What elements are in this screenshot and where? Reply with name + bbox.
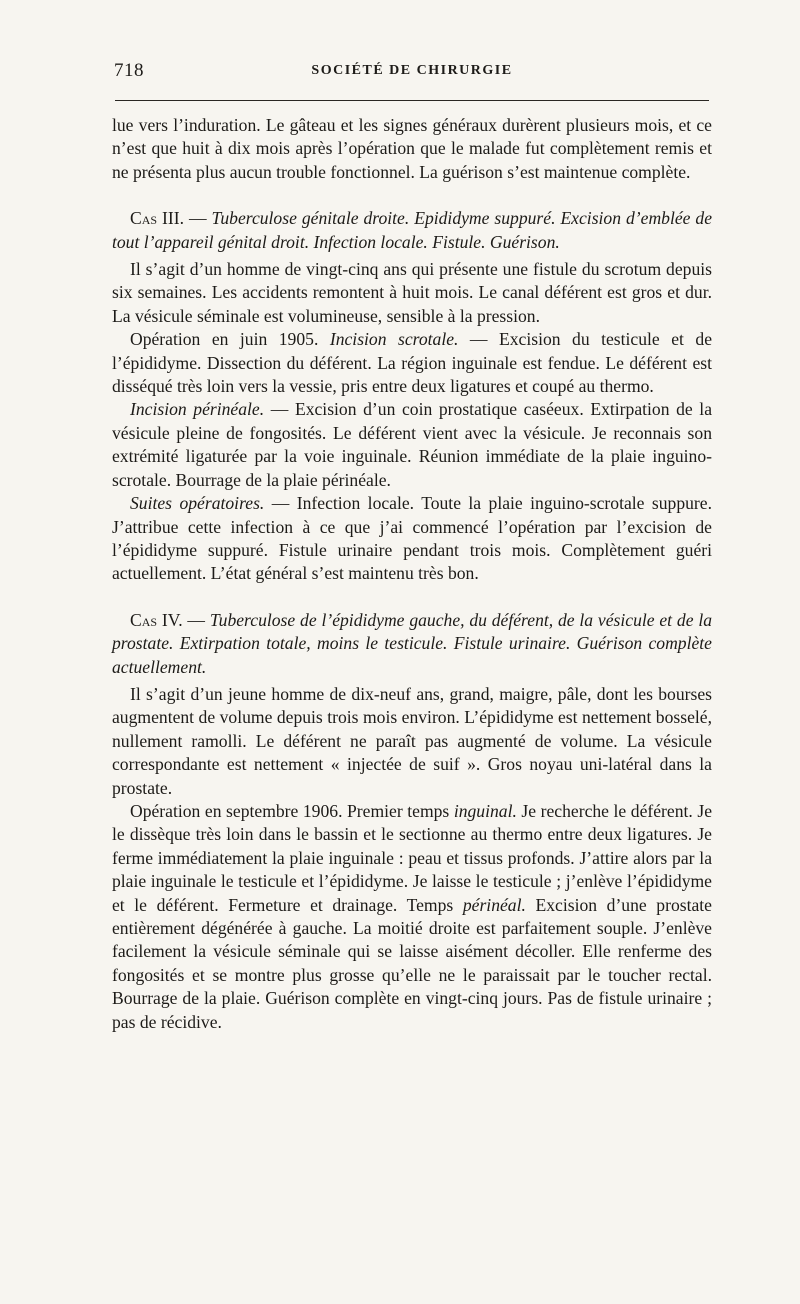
running-head: SOCIÉTÉ DE CHIRURGIE [311,63,513,78]
case-4-heading: Cas IV. — Tuberculose de l’épididyme gauche, du déférent, de la vésicule et de la prostate. Extirpation totale, moins le testicule. Fistule urinaire. Guérison complète actuellement. [112,609,713,677]
page-number: 718 [114,60,144,81]
case-4-paragraph-1: Il s’agit d’un jeune homme de dix-neuf ans, grand, maigre, pâle, dont les bourses augmentent de volume depuis trois mois environ. L’épididyme est nettement bosselé, nullement ramolli. Le déférent ne paraît pas augmenté de volume. La vésicule correspondante est nettement « injectée de suif ». Gros noyau uni-latéral dans la prostate. [112,683,712,798]
paragraph-continuation: lue vers l’induration. Le gâteau et les signes généraux durèrent plusieurs mois, et ce n’est que huit à dix mois après l’opération que le malade fut complètement remis et ne présenta plus aucun trouble fonctionnel. La guérison s’est maintenue complète. [112,115,712,182]
case-4-label: Cas IV. [130,609,183,630]
case-3-title: Tuberculose génitale droite. Epididyme suppuré. Excision d’emblée de tout l’appareil génital droit. Infection locale. Fistule. Guérison. [112,208,713,252]
page-header [112,60,712,84]
case-3-paragraph-3: Incision périnéale. — Excision d’un coin prostatique caséeux. Extirpation de la vésicule pleine de fongosités. Le déférent vient avec la vésicule. Je reconnais son extrémité ligaturée par la voie inguinale. Réunion immédiate de la plaie inguino-scrotale. Bourrage de la plaie périnéale. [112,399,713,490]
case-3-heading: Cas III. — Tuberculose génitale droite. Epididyme suppuré. Excision d’emblée de tout l’appareil génital droit. Infection locale. Fistule. Guérison. [112,208,713,252]
case-3-label: Cas III. [130,208,185,229]
page-body [112,114,712,1034]
case-4-title: Tuberculose de l’épididyme gauche, du déférent, de la vésicule et de la prostate. Extirpation totale, moins le testicule. Fistule urinaire. Guérison complète actuellement. [112,609,713,677]
header-rule [115,100,709,101]
case-3-paragraph-1: Il s’agit d’un homme de vingt-cinq ans qui présente une fistule du scrotum depuis six semaines. Les accidents remontent à huit mois. Le canal déférent est gros et dur. La vésicule séminale est volumineuse, sensible à la pression. [112,259,712,326]
case-3-paragraph-2: Opération en juin 1905. Incision scrotale. — Excision du testicule et de l’épididyme. Dissection du déférent. La région inguinale est fendue. Le déférent est disséqué très loin vers la vessie, pris entre deux ligatures et coupé au thermo. [112,329,712,397]
case-3-paragraph-4: Suites opératoires. — Infection locale. Toute la plaie inguino-scrotale suppure. J’attribue cette infection à ce que j’ai commencé l’opération par l’excision de l’épididyme suppuré. Fistule urinaire pendant trois mois. Complètement guéri actuellement. L’état général s’est maintenu très bon. [112,493,712,584]
case-4-paragraph-2: Opération en septembre 1906. Premier temps inguinal. Je recherche le déférent. Je le dissèque très loin dans le bassin et le sectionne au thermo entre deux ligatures. Je ferme immédiatement la plaie inguinale : peau et tissus profonds. J’attire alors par la plaie inguinale le testicule et l’épididyme. Je laisse le testicule ; j’enlève l’épididyme et le déférent. Fermeture et drainage. Temps périnéal. Excision d’une prostate entièrement dégénérée à gauche. La moitié droite est parfaitement souple. J’enlève facilement la vésicule séminale qui se laisse aisément décoller. Elle renferme des fongosités et se montre plus grosse qu’elle ne le paraissait par le toucher rectal. Bourrage de la plaie. Guérison complète en vingt-cinq jours. Pas de fistule urinaire ; pas de récidive. [112,800,712,1032]
